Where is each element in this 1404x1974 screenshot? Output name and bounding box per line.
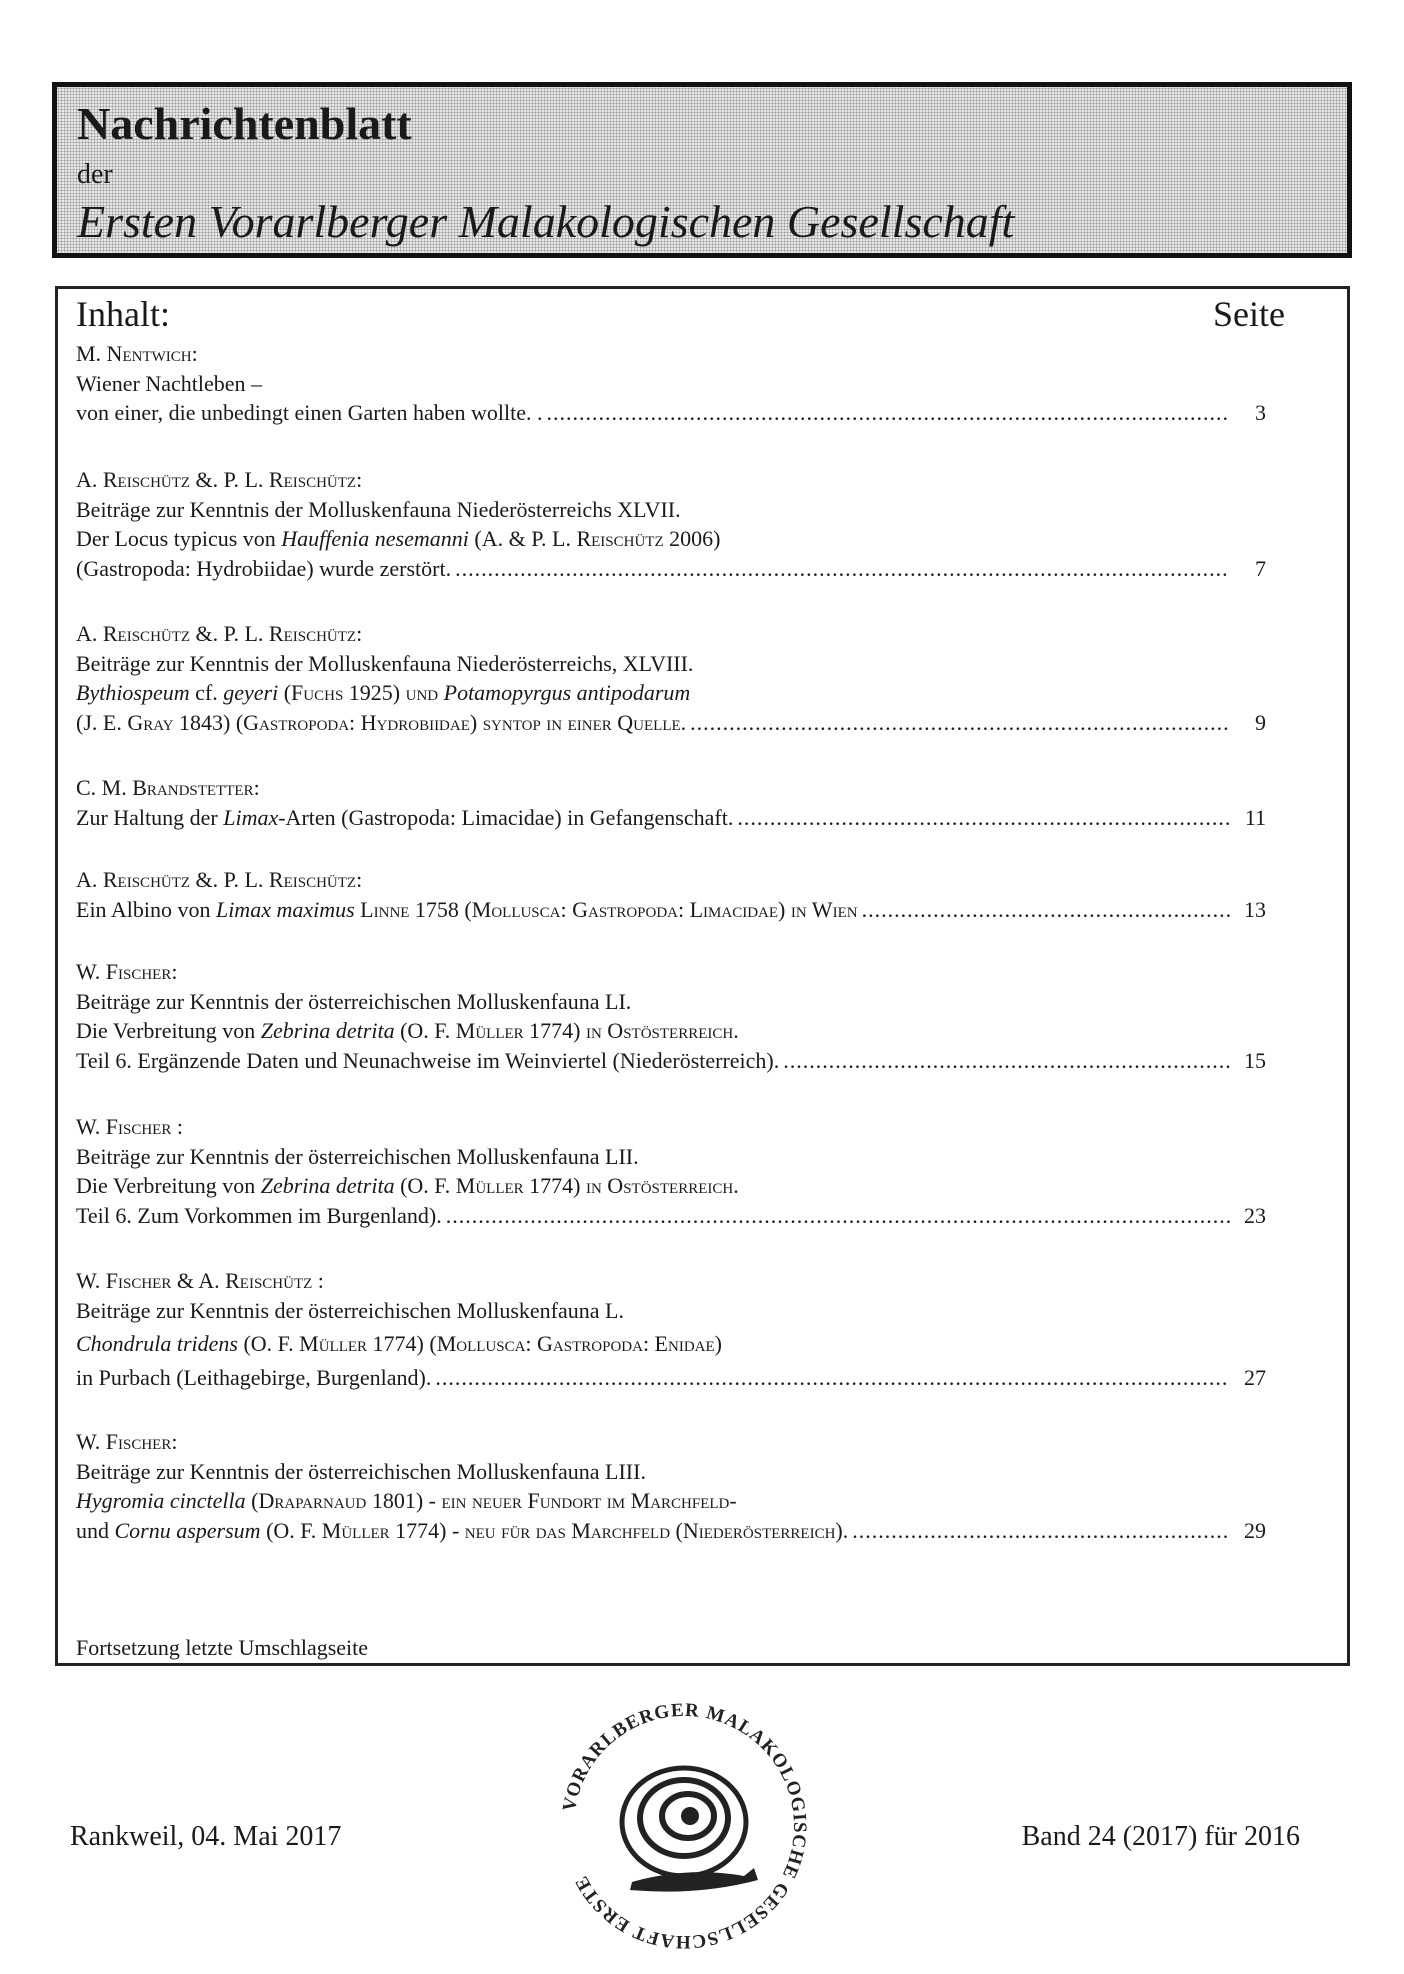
entry-page: 23 bbox=[1244, 1202, 1266, 1228]
dot-leader bbox=[852, 1516, 1230, 1546]
dot-leader bbox=[690, 708, 1230, 738]
entry-final-line bbox=[76, 398, 1266, 428]
journal-header bbox=[52, 82, 1352, 258]
species-name: Bythiospeum bbox=[76, 680, 190, 705]
entry-final-line bbox=[76, 1046, 1266, 1076]
entry-title-line: Die Verbreitung von Zebrina detrita (O. F. Müller 1774) in Ostösterreich. bbox=[76, 1018, 739, 1043]
species-name: Chondrula tridens bbox=[76, 1331, 238, 1356]
dot-leader bbox=[783, 1046, 1230, 1076]
entry-title-line: Wiener Nachtleben – bbox=[76, 370, 263, 396]
toc-entry bbox=[76, 1112, 1266, 1230]
journal-title-der: der bbox=[77, 159, 113, 190]
dot-leader bbox=[435, 1363, 1230, 1393]
entry-page: 15 bbox=[1244, 1047, 1266, 1073]
entry-final-line bbox=[76, 708, 1266, 738]
entry-authors: A. Reischütz &. P. L. Reischütz: bbox=[76, 621, 363, 646]
table-of-contents bbox=[55, 286, 1350, 1666]
species-name: Hygromia cinctella bbox=[76, 1488, 246, 1513]
toc-entry bbox=[76, 865, 1266, 924]
dot-leader bbox=[455, 554, 1230, 584]
species-name: Potamopyrgus antipodarum bbox=[443, 680, 691, 705]
entry-title-line: Beiträge zur Kenntnis der österreichischen Molluskenfauna L. bbox=[76, 1297, 624, 1323]
continuation-note: Fortsetzung letzte Umschlagseite bbox=[76, 1635, 369, 1660]
entry-title-line: Der Locus typicus von Hauffenia nesemanni (A. & P. L. Reischütz 2006) bbox=[76, 526, 721, 551]
dot-leader bbox=[862, 895, 1230, 925]
species-name: geyeri bbox=[223, 680, 279, 705]
entry-title-line: Teil 6. Ergänzende Daten und Neunachweise im Weinviertel (Niederösterreich). bbox=[76, 1047, 780, 1073]
entry-page: 11 bbox=[1244, 804, 1266, 830]
page-heading: Seite bbox=[1213, 294, 1285, 334]
entry-title-line: Hygromia cinctella (Draparnaud 1801) - ein neuer Fundort im Marchfeld- bbox=[76, 1488, 737, 1513]
entry-authors: W. Fischer & A. Reischütz : bbox=[76, 1268, 324, 1293]
species-name: Hauffenia nesemanni bbox=[281, 526, 469, 551]
seal-ring-text bbox=[559, 1700, 810, 1952]
entry-title-line: Beiträge zur Kenntnis der österreichischen Molluskenfauna LIII. bbox=[76, 1458, 646, 1484]
species-name: Zebrina detrita bbox=[260, 1173, 395, 1198]
snail-seal-icon bbox=[548, 1690, 820, 1962]
entry-final-line bbox=[76, 1201, 1266, 1231]
entry-title-line: Bythiospeum cf. geyeri (Fuchs 1925) und Potamopyrgus antipodarum bbox=[76, 680, 691, 705]
entry-title-line: Zur Haltung der Limax-Arten (Gastropoda: Limacidae) in Gefangenschaft. bbox=[76, 804, 734, 830]
entry-final-line bbox=[76, 554, 1266, 584]
entry-authors: C. M. Brandstetter: bbox=[76, 775, 260, 800]
entry-final-line bbox=[76, 1363, 1266, 1393]
entry-title-line: von einer, die unbedingt einen Garten haben wollte. . bbox=[76, 400, 543, 425]
entry-title-line: Teil 6. Zum Vorkommen im Burgenland). bbox=[76, 1202, 442, 1228]
volume-info: Band 24 (2017) für 2016 bbox=[1021, 1821, 1300, 1852]
entry-page: 13 bbox=[1244, 896, 1266, 922]
entry-page: 29 bbox=[1244, 1517, 1266, 1543]
species-name: Zebrina detrita bbox=[260, 1018, 395, 1043]
entry-authors: M. Nentwich: bbox=[76, 341, 198, 366]
dot-leader bbox=[737, 803, 1230, 833]
place-date: Rankweil, 04. Mai 2017 bbox=[70, 1821, 342, 1852]
entry-final-line bbox=[76, 1516, 1266, 1546]
entry-authors: W. Fischer : bbox=[76, 1114, 183, 1139]
toc-entry bbox=[76, 619, 1266, 737]
society-name: Ersten Vorarlberger Malakologischen Gesellschaft bbox=[77, 196, 1015, 247]
entry-title-line: Die Verbreitung von Zebrina detrita (O. F. Müller 1774) in Ostösterreich. bbox=[76, 1173, 739, 1198]
entry-final-line bbox=[76, 895, 1266, 925]
entry-title-line: (J. E. Gray 1843) (Gastropoda: Hydrobiidae) syntop in einer Quelle. bbox=[76, 709, 687, 735]
entry-title-line: und Cornu aspersum (O. F. Müller 1774) - neu für das Marchfeld (Niederösterreich). bbox=[76, 1517, 849, 1543]
species-name: Limax bbox=[223, 804, 279, 830]
entry-authors: W. Fischer: bbox=[76, 959, 178, 984]
entry-final-line bbox=[76, 803, 1266, 833]
toc-entry bbox=[76, 957, 1266, 1075]
entry-title-line: Beiträge zur Kenntnis der österreichischen Molluskenfauna LII. bbox=[76, 1143, 639, 1169]
toc-entry bbox=[76, 773, 1266, 832]
species-name: Limax maximus bbox=[215, 896, 355, 922]
entry-page: 27 bbox=[1244, 1364, 1266, 1390]
species-name: Cornu aspersum bbox=[114, 1517, 261, 1543]
entry-title-line: Chondrula tridens (O. F. Müller 1774) (Mollusca: Gastropoda: Enidae) bbox=[76, 1331, 722, 1356]
toc-entry bbox=[76, 1427, 1266, 1545]
contents-heading: Inhalt: bbox=[76, 294, 170, 334]
toc-entry bbox=[76, 465, 1266, 583]
entry-authors: A. Reischütz &. P. L. Reischütz: bbox=[76, 467, 363, 492]
entry-page: 9 bbox=[1255, 709, 1266, 735]
journal-title: Nachrichtenblatt bbox=[77, 98, 412, 149]
dot-leader bbox=[546, 398, 1230, 428]
entry-title-line: Ein Albino von Limax maximus Linne 1758 (Mollusca: Gastropoda: Limacidae) in Wien bbox=[76, 896, 858, 922]
toc-entry bbox=[76, 339, 1266, 428]
entry-title-line: Beiträge zur Kenntnis der Molluskenfauna Niederösterreichs, XLVIII. bbox=[76, 650, 694, 676]
entry-authors: W. Fischer: bbox=[76, 1429, 178, 1454]
seal-ring-text-path: VORARLBERGER MALAKOLOGISCHE GESELLSCHAFT ERSTE bbox=[558, 1699, 811, 1953]
entry-title-line: (Gastropoda: Hydrobiidae) wurde zerstört. bbox=[76, 555, 452, 581]
entry-page: 3 bbox=[1255, 400, 1266, 425]
entry-page: 7 bbox=[1255, 555, 1266, 581]
toc-entry bbox=[76, 1266, 1266, 1392]
entry-title-line: Beiträge zur Kenntnis der Molluskenfauna Niederösterreichs XLVII. bbox=[76, 496, 681, 522]
entry-title-line: Beiträge zur Kenntnis der österreichischen Molluskenfauna LI. bbox=[76, 988, 632, 1014]
dot-leader bbox=[446, 1201, 1230, 1231]
entry-authors: A. Reischütz &. P. L. Reischütz: bbox=[76, 867, 363, 892]
entry-title-line: in Purbach (Leithagebirge, Burgenland). bbox=[76, 1364, 432, 1390]
